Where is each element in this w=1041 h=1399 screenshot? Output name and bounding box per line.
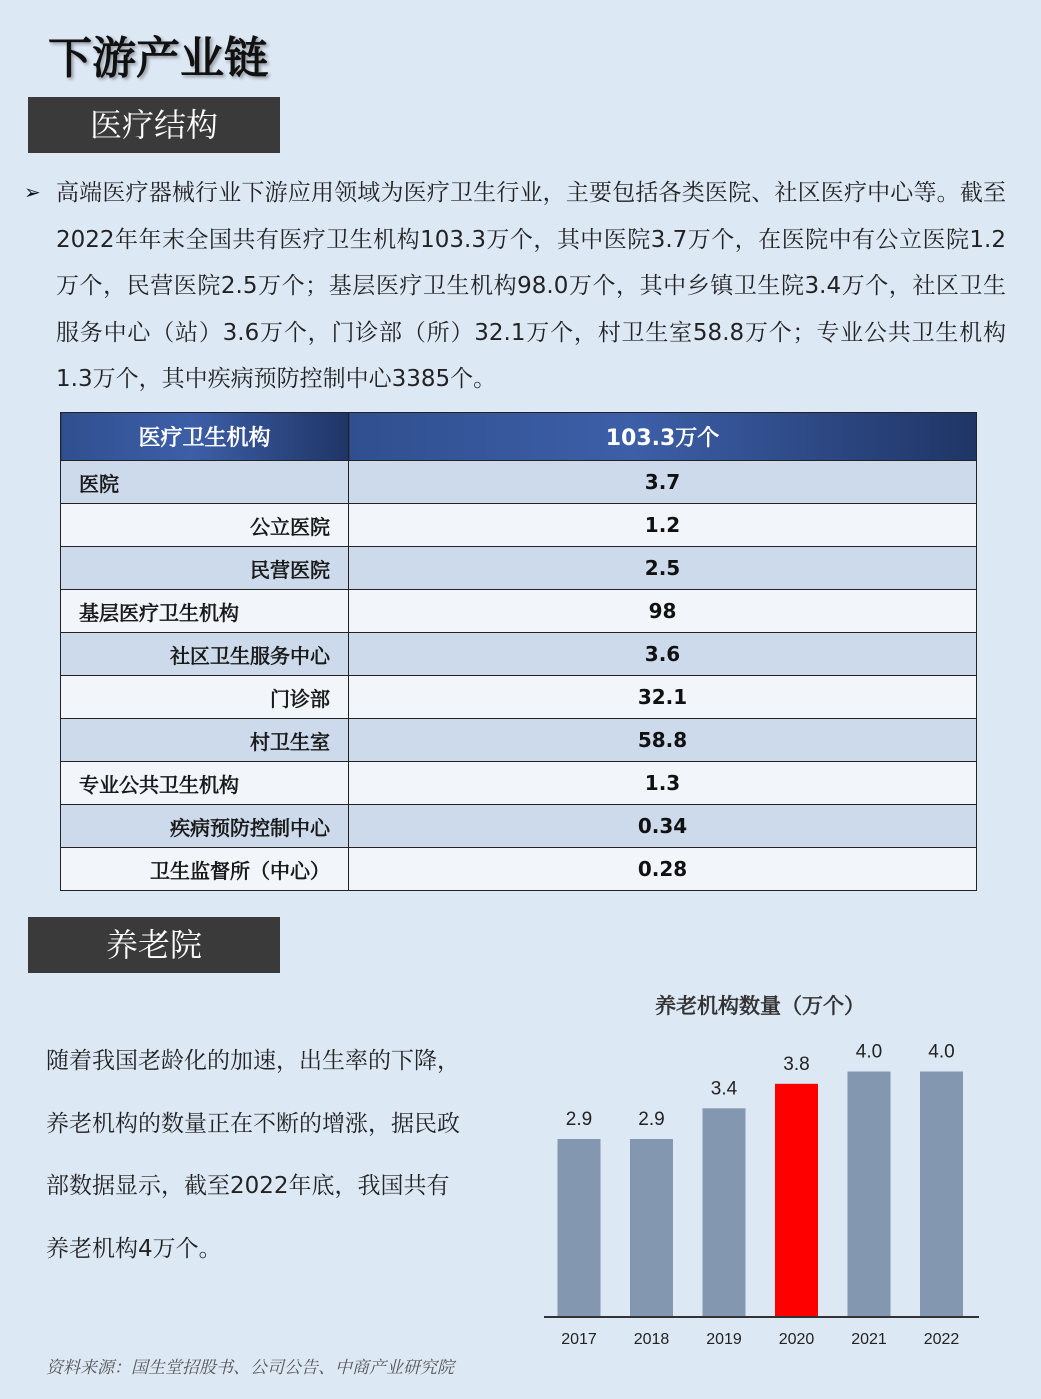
data-label-2021: 4.0	[855, 1041, 883, 1063]
medical-intro-paragraph: 高端医疗器械行业下游应用领域为医疗卫生行业，主要包括各类医院、社区医疗中心等。截至2022年年末全国共有医疗卫生机构103.3万个，其中医院3.7万个，在医院中有公立医院1.2万个，民营医院2.5万个；基层医疗卫生机构98.0万个，其中乡镇卫生院3.4万个，社区卫生服务中心（站）3.6万个，门诊部（所）32.1万个，村卫生室58.8万个；专业公共卫生机构1.3万个，其中疾病预防控制中心3385个。	[56, 180, 1006, 392]
x-tick-2017: 2017	[561, 1331, 597, 1348]
section-tag-nursing: 养老院	[28, 917, 280, 973]
bar-2018	[630, 1139, 673, 1317]
table-row	[61, 461, 977, 504]
row-value: 3.6	[349, 633, 977, 676]
table-row	[61, 504, 977, 547]
row-value: 58.8	[349, 719, 977, 762]
x-tick-2020: 2020	[778, 1331, 815, 1348]
row-name: 疾病预防控制中心	[61, 805, 349, 848]
table-row	[61, 633, 977, 676]
row-name: 公立医院	[61, 504, 349, 547]
bar-2020	[775, 1084, 818, 1317]
x-tick-2022: 2022	[923, 1331, 960, 1348]
nursing-paragraph: 随着我国老龄化的加速，出生率的下降，养老机构的数量正在不断的增涨，据民政部数据显示，截至2022年底，我国共有养老机构4万个。	[46, 1048, 460, 1262]
row-name: 村卫生室	[61, 719, 349, 762]
row-name: 卫生监督所（中心）	[61, 848, 349, 891]
x-tick-2019: 2019	[706, 1331, 742, 1348]
data-label-2020: 3.8	[783, 1053, 810, 1075]
row-name: 专业公共卫生机构	[61, 762, 349, 805]
x-tick-2021: 2021	[851, 1331, 887, 1348]
row-value: 0.28	[349, 848, 977, 891]
row-name: 社区卫生服务中心	[61, 633, 349, 676]
page-title: 下游产业链	[48, 33, 268, 84]
table-row	[61, 848, 977, 891]
bar-2017	[558, 1139, 601, 1317]
data-label-2019: 3.4	[710, 1078, 738, 1100]
table-row	[61, 719, 977, 762]
row-value: 0.34	[349, 805, 977, 848]
table-row	[61, 590, 977, 633]
section-tag-medical: 医疗结构	[28, 97, 280, 153]
data-label-2018: 2.9	[638, 1109, 665, 1130]
table-header-name: 医疗卫生机构	[61, 413, 349, 461]
table-row	[61, 676, 977, 719]
bar-2021	[848, 1072, 891, 1318]
row-name: 医院	[61, 461, 349, 504]
source-note: 资料来源：国生堂招股书、公司公告、中商产业研究院	[46, 1358, 454, 1378]
row-value: 3.7	[349, 461, 977, 504]
table-header-row	[61, 413, 977, 461]
bar-2019	[703, 1108, 746, 1317]
row-value: 2.5	[349, 547, 977, 590]
row-name: 基层医疗卫生机构	[61, 590, 349, 633]
nursing-bar-chart	[520, 1030, 1000, 1360]
table-header-total: 103.3万个	[349, 413, 977, 461]
chart-title: 养老机构数量（万个）	[655, 993, 865, 1018]
table-row	[61, 805, 977, 848]
bar-2022	[920, 1072, 963, 1318]
table-row	[61, 547, 977, 590]
x-tick-2018: 2018	[633, 1331, 670, 1348]
table-row	[61, 762, 977, 805]
row-value: 98	[349, 590, 977, 633]
data-label-2022: 4.0	[928, 1041, 955, 1063]
row-value: 1.2	[349, 504, 977, 547]
row-value: 1.3	[349, 762, 977, 805]
row-name: 门诊部	[61, 676, 349, 719]
institution-table	[60, 412, 977, 891]
bullet-arrow-icon: ➢	[24, 180, 41, 204]
row-name: 民营医院	[61, 547, 349, 590]
row-value: 32.1	[349, 676, 977, 719]
data-label-2017: 2.9	[565, 1109, 593, 1130]
